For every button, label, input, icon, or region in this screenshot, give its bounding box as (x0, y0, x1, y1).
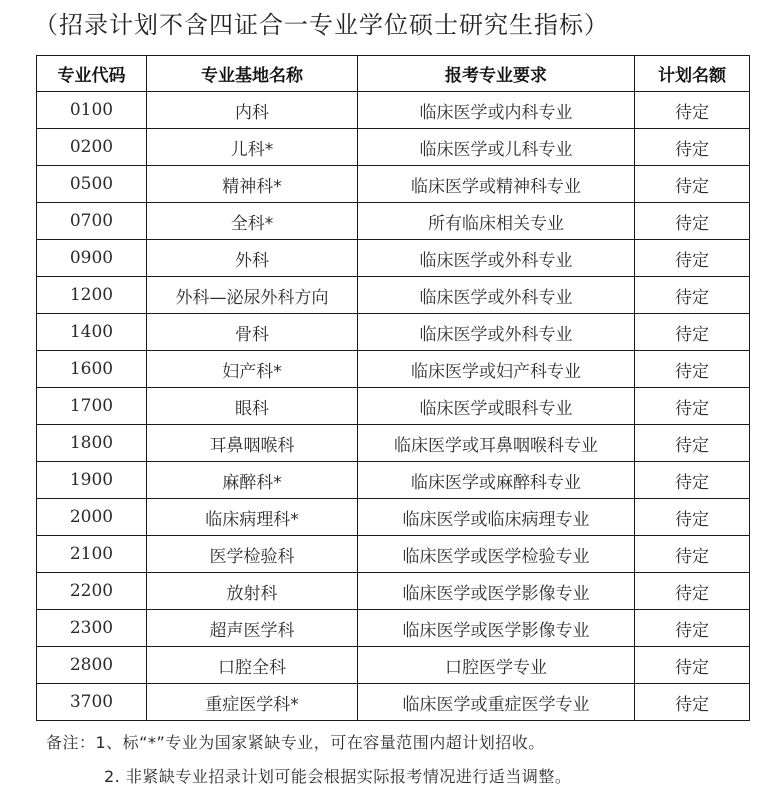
cell-requirement: 临床医学或重症医学专业 (358, 684, 635, 721)
header-quota: 计划名额 (635, 56, 750, 92)
table-row (37, 314, 750, 351)
header-major-code: 专业代码 (37, 56, 147, 92)
cell-base: 外科—泌尿外科方向 (147, 277, 358, 314)
cell-base: 超声医学科 (147, 610, 358, 647)
cell-requirement: 临床医学或精神科专业 (358, 166, 635, 203)
table-row (37, 166, 750, 203)
cell-base: 精神科* (147, 166, 358, 203)
cell-code: 1800 (37, 425, 147, 462)
cell-quota: 待定 (635, 647, 750, 684)
table-row (37, 425, 750, 462)
cell-base: 内科 (147, 92, 358, 129)
cell-requirement: 临床医学或内科专业 (358, 92, 635, 129)
table-row (37, 351, 750, 388)
cell-requirement: 口腔医学专业 (358, 647, 635, 684)
cell-requirement: 所有临床相关专业 (358, 203, 635, 240)
document-title: （招录计划不含四证合一专业学位硕士研究生指标） (34, 11, 609, 39)
cell-requirement: 临床医学或医学检验专业 (358, 536, 635, 573)
cell-code: 2000 (37, 499, 147, 536)
cell-base: 口腔全科 (147, 647, 358, 684)
cell-base: 全科* (147, 203, 358, 240)
table-row (37, 610, 750, 647)
cell-quota: 待定 (635, 610, 750, 647)
cell-quota: 待定 (635, 573, 750, 610)
cell-code: 1900 (37, 462, 147, 499)
cell-base: 外科 (147, 240, 358, 277)
cell-code: 0200 (37, 129, 147, 166)
table-row (37, 388, 750, 425)
cell-code: 0900 (37, 240, 147, 277)
cell-base: 眼科 (147, 388, 358, 425)
cell-base: 放射科 (147, 573, 358, 610)
footnote-2: 2. 非紧缺专业招录计划可能会根据实际报考情况进行适当调整。 (104, 767, 572, 786)
footnote-1: 备注：1、标“*”专业为国家紧缺专业，可在容量范围内超计划招收。 (46, 733, 545, 752)
cell-code: 2100 (37, 536, 147, 573)
cell-code: 3700 (37, 684, 147, 721)
cell-quota: 待定 (635, 92, 750, 129)
cell-code: 0100 (37, 92, 147, 129)
cell-quota: 待定 (635, 462, 750, 499)
table-row (37, 647, 750, 684)
cell-quota: 待定 (635, 240, 750, 277)
cell-quota: 待定 (635, 536, 750, 573)
cell-requirement: 临床医学或耳鼻咽喉科专业 (358, 425, 635, 462)
cell-requirement: 临床医学或外科专业 (358, 314, 635, 351)
table-row (37, 462, 750, 499)
cell-code: 0500 (37, 166, 147, 203)
cell-base: 妇产科* (147, 351, 358, 388)
cell-quota: 待定 (635, 684, 750, 721)
cell-quota: 待定 (635, 203, 750, 240)
cell-code: 1400 (37, 314, 147, 351)
cell-base: 临床病理科* (147, 499, 358, 536)
cell-code: 2200 (37, 573, 147, 610)
header-requirement: 报考专业要求 (358, 56, 635, 92)
table-row (37, 573, 750, 610)
table-row (37, 203, 750, 240)
cell-requirement: 临床医学或眼科专业 (358, 388, 635, 425)
table-row (37, 684, 750, 721)
cell-quota: 待定 (635, 425, 750, 462)
table-row (37, 92, 750, 129)
header-base-name: 专业基地名称 (147, 56, 358, 92)
cell-quota: 待定 (635, 351, 750, 388)
cell-base: 麻醉科* (147, 462, 358, 499)
cell-quota: 待定 (635, 388, 750, 425)
cell-base: 耳鼻咽喉科 (147, 425, 358, 462)
cell-base: 重症医学科* (147, 684, 358, 721)
cell-code: 0700 (37, 203, 147, 240)
cell-code: 1700 (37, 388, 147, 425)
table-header-row (37, 56, 750, 92)
table-row (37, 499, 750, 536)
cell-requirement: 临床医学或医学影像专业 (358, 610, 635, 647)
cell-quota: 待定 (635, 499, 750, 536)
table-row (37, 536, 750, 573)
cell-requirement: 临床医学或麻醉科专业 (358, 462, 635, 499)
cell-requirement: 临床医学或儿科专业 (358, 129, 635, 166)
cell-base: 骨科 (147, 314, 358, 351)
cell-code: 1200 (37, 277, 147, 314)
enrollment-plan-table (36, 55, 750, 721)
cell-code: 2300 (37, 610, 147, 647)
cell-quota: 待定 (635, 277, 750, 314)
cell-requirement: 临床医学或外科专业 (358, 240, 635, 277)
cell-quota: 待定 (635, 129, 750, 166)
cell-base: 儿科* (147, 129, 358, 166)
cell-requirement: 临床医学或医学影像专业 (358, 573, 635, 610)
table-row (37, 277, 750, 314)
cell-requirement: 临床医学或外科专业 (358, 277, 635, 314)
cell-quota: 待定 (635, 314, 750, 351)
cell-requirement: 临床医学或妇产科专业 (358, 351, 635, 388)
table-row (37, 129, 750, 166)
cell-quota: 待定 (635, 166, 750, 203)
cell-requirement: 临床医学或临床病理专业 (358, 499, 635, 536)
cell-base: 医学检验科 (147, 536, 358, 573)
cell-code: 1600 (37, 351, 147, 388)
cell-code: 2800 (37, 647, 147, 684)
table-row (37, 240, 750, 277)
